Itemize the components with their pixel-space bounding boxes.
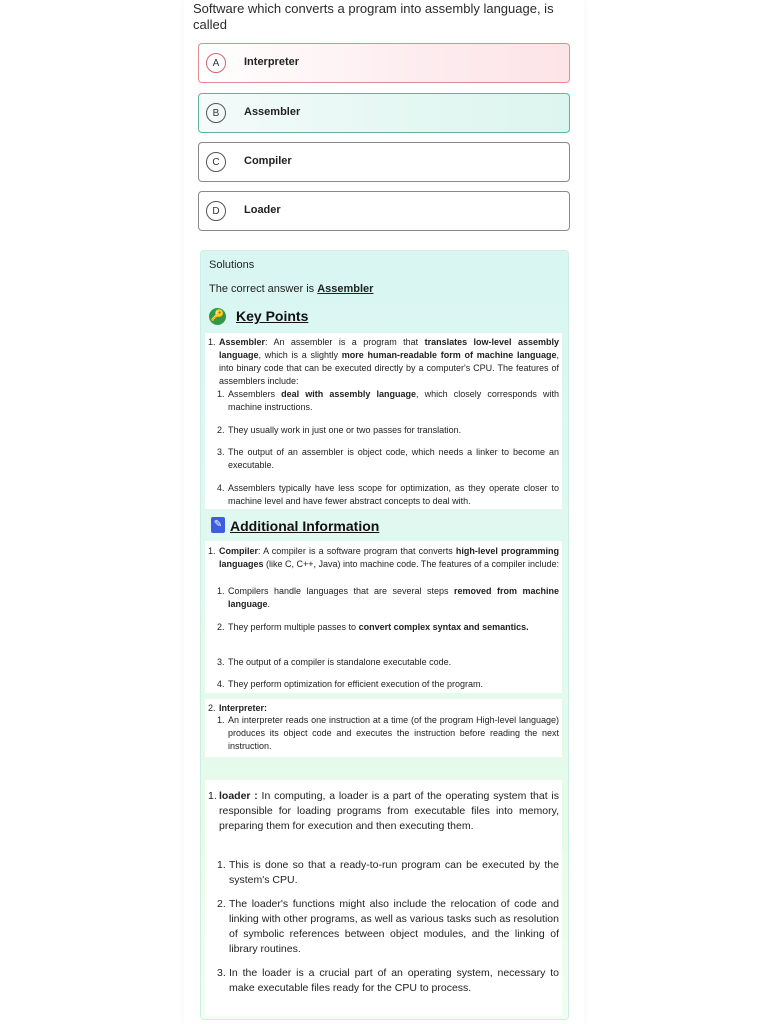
- compiler-item-2: [228, 621, 559, 634]
- compiler-item-1: [228, 585, 559, 611]
- solutions-label: Solutions: [209, 259, 255, 271]
- key-icon: 🔑: [209, 308, 226, 325]
- interpreter-item-1-number: 1.: [217, 715, 225, 725]
- assembler-bold-2: more human-readable form of machine language: [341, 350, 557, 360]
- assembler-item-1: [228, 388, 559, 414]
- compiler-item-3: The output of a compiler is standalone executable code.: [228, 657, 452, 667]
- assembler-item-1-bold: deal with assembly language: [281, 389, 416, 399]
- compiler-description: [219, 545, 559, 571]
- loader-description: [219, 789, 559, 834]
- loader-term: loader :: [219, 790, 258, 802]
- compiler-item-2-bold: convert complex syntax and semantics.: [358, 622, 529, 632]
- loader-item-2-number: 2.: [217, 898, 226, 910]
- loader-item-1-number: 1.: [217, 859, 226, 871]
- assembler-text-2: , which is a slightly: [258, 350, 342, 360]
- assembler-item-1-number: 1.: [217, 389, 225, 399]
- option-label-c: Compiler: [244, 155, 292, 167]
- assembler-item-1-text: Assemblers: [228, 389, 282, 399]
- compiler-item-3-number: 3.: [217, 657, 225, 667]
- assembler-item-3: The output of an assembler is object code, which needs a linker to become an executable.: [228, 447, 559, 470]
- option-letter-b: B: [206, 103, 226, 123]
- assembler-description: [219, 336, 559, 388]
- option-label-b: Assembler: [244, 106, 301, 118]
- additional-information-heading: Additional Information: [230, 518, 380, 534]
- key-points-heading: Key Points: [236, 308, 309, 324]
- loader-text: In computing, a loader is a part of the operating system that is responsible for loading programs from executable files into memory, preparing them for execution and then executing them.: [219, 790, 559, 832]
- option-d[interactable]: [198, 191, 570, 231]
- compiler-item-1-number: 1.: [217, 586, 225, 596]
- compiler-text-1: : A compiler is a software program that converts: [258, 546, 456, 556]
- assembler-item-1-post: , which closely corresponds with machine instructions.: [228, 389, 559, 412]
- correct-answer-value: Assembler: [317, 283, 374, 295]
- assembler-item-4-number: 4.: [217, 483, 225, 493]
- compiler-item-2-text: They perform multiple passes to: [228, 622, 359, 632]
- option-letter-c: C: [206, 152, 226, 172]
- assembler-term: Assembler: [219, 337, 266, 347]
- compiler-item-1-post: .: [267, 599, 271, 609]
- interpreter-number: 2.: [208, 703, 216, 713]
- assembler-item-3-number: 3.: [217, 447, 225, 457]
- compiler-item-1-bold: removed from machine language: [228, 586, 559, 609]
- loader-number: 1.: [208, 790, 217, 802]
- assembler-text-1: : An assembler is a program that: [265, 337, 425, 347]
- edit-note-icon: ✎: [211, 517, 225, 533]
- option-letter-a: A: [206, 53, 226, 73]
- option-c[interactable]: [198, 142, 570, 182]
- loader-item-3-number: 3.: [217, 967, 226, 979]
- compiler-item-2-number: 2.: [217, 622, 225, 632]
- assembler-number: 1.: [208, 337, 216, 347]
- interpreter-term-text: Interpreter:: [219, 703, 268, 713]
- compiler-number: 1.: [208, 546, 216, 556]
- loader-item-3: In the loader is a crucial part of an operating system, necessary to make executable files ready for the CPU to process.: [229, 967, 559, 994]
- compiler-term: Compiler: [219, 546, 259, 556]
- assembler-item-4: Assemblers typically have less scope for optimization, as they operate closer to machine level and have fewer abstract concepts to deal with.: [228, 483, 559, 506]
- question-text: Software which converts a program into assembly language, is called: [193, 1, 554, 32]
- compiler-bold-1: high-level programming languages: [219, 546, 559, 569]
- assembler-bold-1: translates low-level assembly language: [219, 337, 560, 360]
- assembler-item-2: They usually work in just one or two passes for translation.: [228, 425, 462, 435]
- option-a[interactable]: [198, 43, 570, 83]
- compiler-text-2: (like C, C++, Java) into machine code. The features of a compiler include:: [263, 559, 559, 569]
- assembler-text-3: , into binary code that can be executed directly by a computer's CPU. The features of assemblers include:: [219, 350, 560, 386]
- correct-answer-prefix: The correct answer is: [209, 283, 318, 295]
- compiler-item-1-text: Compilers handle languages that are several steps: [228, 586, 454, 596]
- option-label-a: Interpreter: [244, 56, 300, 68]
- assembler-item-2-number: 2.: [217, 425, 225, 435]
- option-letter-d: D: [206, 201, 226, 221]
- correct-answer-line: [209, 283, 373, 295]
- loader-item-1: This is done so that a ready-to-run program can be executed by the system's CPU.: [229, 859, 559, 886]
- option-b[interactable]: [198, 93, 570, 133]
- compiler-item-4-number: 4.: [217, 679, 225, 689]
- option-label-d: Loader: [244, 204, 281, 216]
- interpreter-item-1: An interpreter reads one instruction at a time (of the program High-level language) produces its object code and executes the instruction before reading the next instruction.: [228, 715, 559, 751]
- compiler-item-4: They perform optimization for efficient execution of the program.: [228, 679, 483, 689]
- loader-item-2: The loader's functions might also include the relocation of code and linking with other programs, as well as various tasks such as resolution of symbolic references between object modules, and the linking of library routines.: [229, 898, 559, 955]
